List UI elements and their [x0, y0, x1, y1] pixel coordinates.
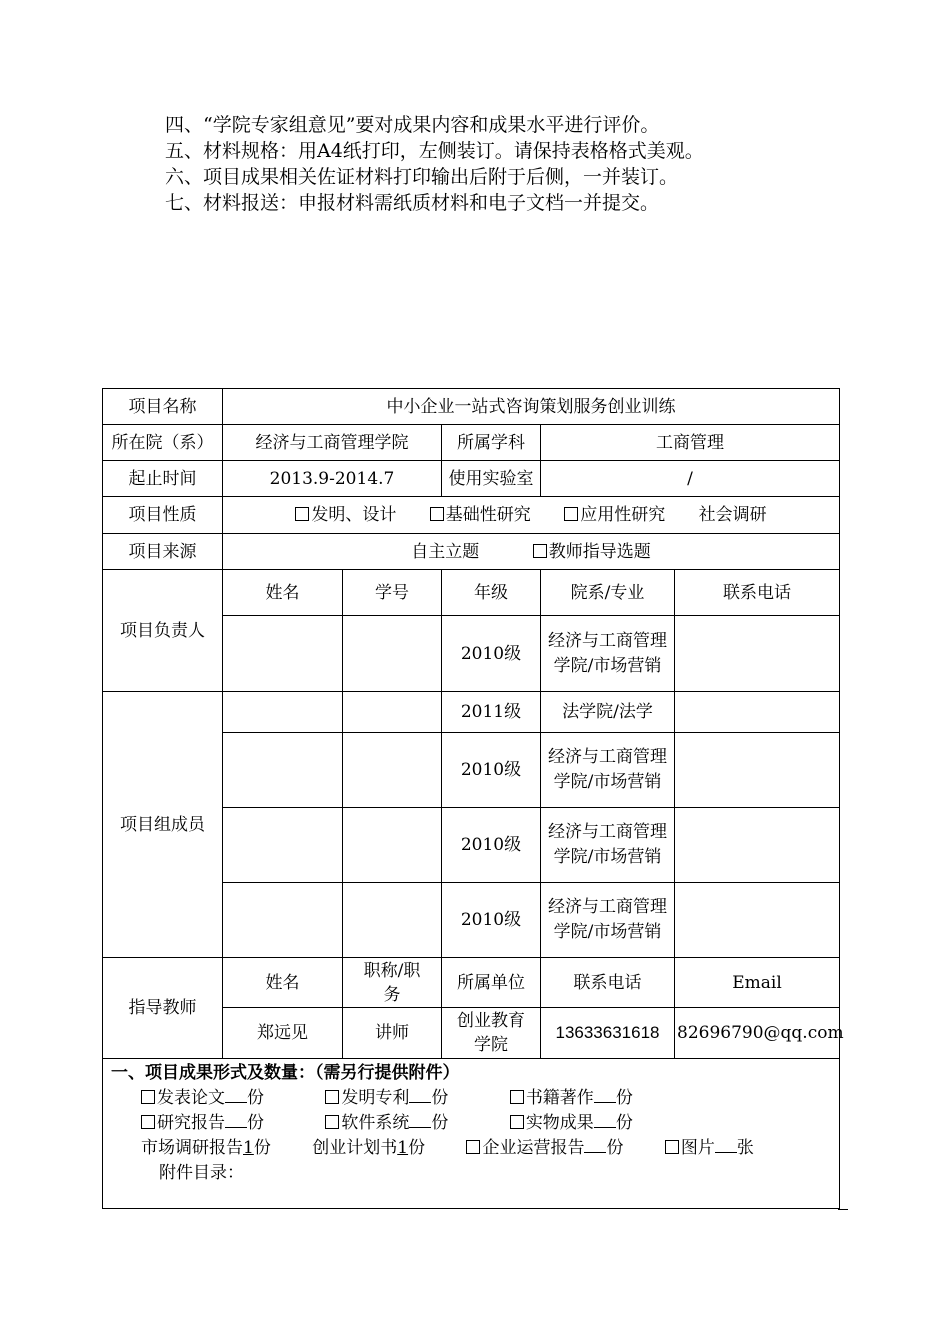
leader-student-id — [343, 616, 442, 692]
result-research-count[interactable] — [225, 1113, 247, 1128]
member-grade: 2010级 — [442, 808, 541, 883]
advisor-header-title: 职称/职务 — [343, 958, 442, 1008]
label-discipline: 所属学科 — [442, 425, 541, 461]
header-name: 姓名 — [223, 570, 343, 616]
row-period — [103, 461, 840, 497]
row-source — [103, 534, 840, 570]
results-row-1 — [111, 1086, 839, 1111]
header-major: 院系/专业 — [541, 570, 675, 616]
pictures-count[interactable] — [715, 1138, 737, 1153]
department-value: 经济与工商管理学院 — [223, 425, 442, 461]
advisor-header-phone: 联系电话 — [541, 958, 675, 1008]
note-5: 五、材料规格：用A4纸打印，左侧装订。请保持表格格式美观。 — [165, 140, 704, 162]
label-source: 项目来源 — [103, 534, 223, 570]
header-student-id: 学号 — [343, 570, 442, 616]
business-plan-label: 创业计划书 — [312, 1138, 398, 1158]
period-value: 2013.9-2014.7 — [223, 461, 442, 497]
checkbox-icon — [295, 507, 309, 521]
advisor-header-email: Email — [675, 958, 840, 1008]
member-grade: 2011级 — [442, 692, 541, 733]
row-department — [103, 425, 840, 461]
source-options — [223, 534, 840, 570]
business-plan-count[interactable]: 1 — [397, 1138, 409, 1158]
checkbox-icon — [430, 507, 444, 521]
result-books-label: 书籍著作 — [525, 1088, 594, 1108]
note-7: 七、材料报送：申报材料需纸质材料和电子文档一并提交。 — [165, 192, 660, 214]
note-6: 六、项目成果相关佐证材料打印输出后附于后侧，一并装订。 — [165, 166, 679, 188]
results-heading: 一、项目成果形式及数量：（需另行提供附件） — [111, 1063, 460, 1083]
member-phone — [675, 883, 840, 958]
header-phone: 联系电话 — [675, 570, 840, 616]
advisor-header-unit: 所属单位 — [442, 958, 541, 1008]
member-phone — [675, 808, 840, 883]
source-option-teacher[interactable]: 教师指导选题 — [533, 542, 651, 562]
unit-label: 份 — [253, 1138, 271, 1158]
result-patents-count[interactable] — [409, 1088, 431, 1103]
source-option-self[interactable]: 自主立题 — [411, 541, 480, 562]
result-software-label: 软件系统 — [341, 1113, 410, 1133]
result-software-count[interactable] — [409, 1113, 431, 1128]
result-physical-count[interactable] — [594, 1113, 616, 1128]
row-results — [103, 1059, 840, 1209]
unit-label: 份 — [615, 1088, 633, 1108]
checkbox-icon[interactable] — [510, 1090, 524, 1104]
nature-option-social[interactable]: 社会调研 — [698, 505, 767, 525]
advisor-unit: 创业教育学院 — [442, 1008, 541, 1059]
result-books-count[interactable] — [594, 1088, 616, 1103]
note-4: 四、“学院专家组意见”要对成果内容和成果水平进行评价。 — [165, 114, 660, 136]
result-papers-count[interactable] — [225, 1088, 247, 1103]
discipline-value: 工商管理 — [541, 425, 840, 461]
leader-grade: 2010级 — [442, 616, 541, 692]
advisor-email: 82696790@qq.com — [675, 1008, 840, 1059]
row-member-1 — [103, 692, 840, 733]
market-report-count[interactable]: 1 — [243, 1138, 254, 1158]
result-patents-label: 发明专利 — [341, 1088, 410, 1108]
member-grade: 2010级 — [442, 733, 541, 808]
unit-label: 份 — [606, 1138, 624, 1158]
unit-label: 份 — [431, 1088, 449, 1108]
member-major: 经济与工商管理学院/市场营销 — [541, 883, 675, 958]
lab-value: / — [541, 461, 840, 497]
label-nature: 项目性质 — [103, 497, 223, 534]
label-project-name: 项目名称 — [103, 389, 223, 425]
member-student-id — [343, 692, 442, 733]
project-name-value: 中小企业一站式咨询策划服务创业训练 — [223, 389, 840, 425]
result-papers-label: 发表论文 — [157, 1088, 225, 1108]
advisor-name: 郑远见 — [223, 1008, 343, 1059]
member-phone — [675, 733, 840, 808]
member-name — [223, 883, 343, 958]
unit-label: 份 — [408, 1138, 426, 1158]
nature-option-invention[interactable]: 发明、设计 — [295, 505, 396, 525]
advisor-phone: 13633631618 — [541, 1008, 675, 1059]
unit-label: 份 — [431, 1113, 449, 1133]
attachments-label: 附件目录： — [159, 1163, 244, 1183]
row-project-name — [103, 389, 840, 425]
checkbox-icon[interactable] — [665, 1140, 679, 1154]
result-physical-label: 实物成果 — [525, 1113, 594, 1133]
checkbox-icon[interactable] — [510, 1115, 524, 1129]
unit-label: 份 — [247, 1088, 264, 1108]
unit-label: 张 — [736, 1138, 754, 1158]
row-nature — [103, 497, 840, 534]
label-lab: 使用实验室 — [442, 461, 541, 497]
project-form — [102, 388, 844, 1209]
advisor-title: 讲师 — [343, 1008, 442, 1059]
result-research-label: 研究报告 — [157, 1113, 225, 1133]
checkbox-icon — [564, 507, 578, 521]
row-advisor-headers — [103, 958, 840, 1008]
table-edge-line — [838, 1209, 848, 1210]
results-section — [103, 1059, 840, 1209]
ops-report-count[interactable] — [584, 1138, 606, 1153]
checkbox-icon[interactable] — [141, 1090, 155, 1104]
instructions — [165, 112, 704, 216]
member-student-id — [343, 883, 442, 958]
advisor-header-name: 姓名 — [223, 958, 343, 1008]
results-row-2 — [111, 1111, 839, 1136]
member-student-id — [343, 733, 442, 808]
member-phone — [675, 692, 840, 733]
checkbox-icon[interactable] — [141, 1115, 155, 1129]
member-major: 经济与工商管理学院/市场营销 — [541, 808, 675, 883]
label-period: 起止时间 — [103, 461, 223, 497]
leader-major: 经济与工商管理学院/市场营销 — [541, 616, 675, 692]
label-members: 项目组成员 — [103, 692, 223, 958]
row-member-headers — [103, 570, 840, 616]
nature-option-applied[interactable]: 应用性研究 — [564, 505, 665, 525]
leader-name — [223, 616, 343, 692]
label-advisor: 指导教师 — [103, 958, 223, 1059]
member-major: 法学院/法学 — [541, 692, 675, 733]
member-student-id — [343, 808, 442, 883]
unit-label: 份 — [615, 1113, 633, 1133]
checkbox-icon — [533, 544, 547, 558]
nature-options — [223, 497, 840, 534]
member-name — [223, 808, 343, 883]
member-grade: 2010级 — [442, 883, 541, 958]
label-department: 所在院（系） — [103, 425, 223, 461]
header-grade: 年级 — [442, 570, 541, 616]
checkbox-icon[interactable] — [466, 1140, 480, 1154]
unit-label: 份 — [247, 1113, 264, 1133]
member-name — [223, 733, 343, 808]
label-leader: 项目负责人 — [103, 570, 223, 692]
results-row-3 — [111, 1136, 839, 1161]
pictures-label: 图片 — [680, 1138, 715, 1158]
checkbox-icon[interactable] — [325, 1115, 339, 1129]
member-major: 经济与工商管理学院/市场营销 — [541, 733, 675, 808]
nature-option-basic[interactable]: 基础性研究 — [430, 505, 531, 525]
member-name — [223, 692, 343, 733]
checkbox-icon[interactable] — [325, 1090, 339, 1104]
market-report-label: 市场调研报告 — [141, 1138, 243, 1158]
leader-phone — [675, 616, 840, 692]
ops-report-label: 企业运营报告 — [482, 1138, 585, 1158]
